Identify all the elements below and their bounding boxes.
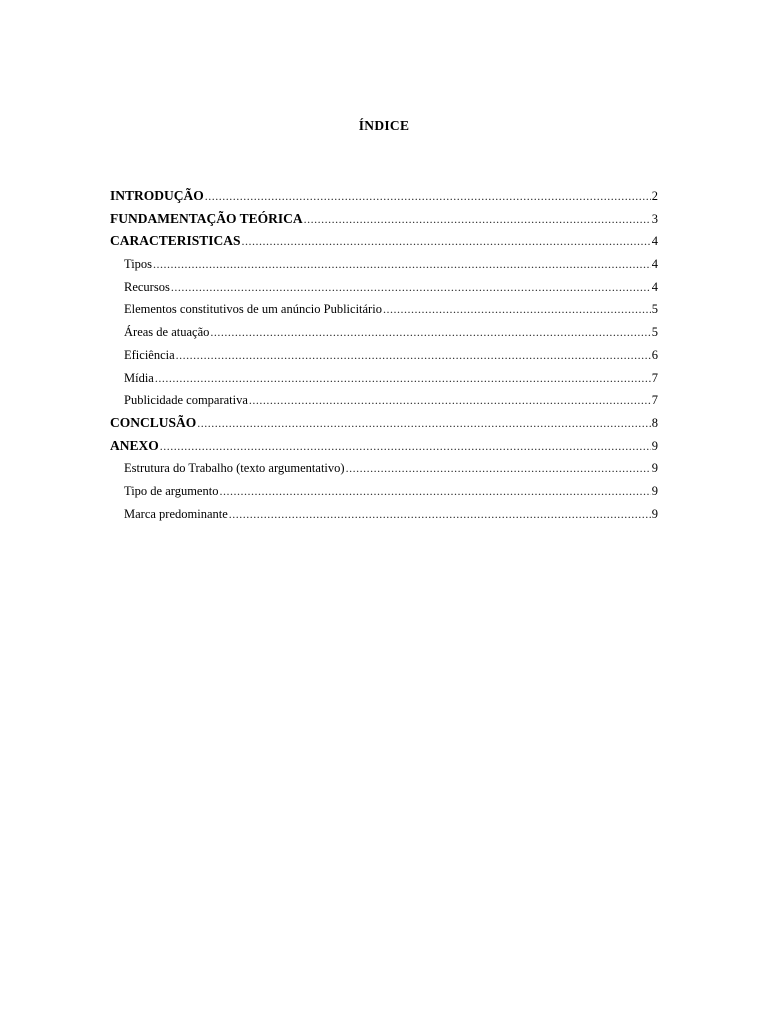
toc-entry-tipo-de-argumento[interactable] bbox=[110, 480, 658, 503]
toc-entry-label: Tipos bbox=[124, 257, 153, 272]
dot-leader bbox=[176, 344, 651, 367]
toc-entry-label: Mídia bbox=[124, 370, 154, 385]
dot-leader bbox=[383, 298, 651, 321]
dot-leader bbox=[242, 230, 651, 253]
dot-leader bbox=[249, 389, 651, 412]
dot-leader bbox=[171, 276, 651, 299]
toc-entry-page: 7 bbox=[651, 370, 658, 385]
dot-leader bbox=[160, 435, 651, 458]
dot-leader bbox=[229, 503, 651, 526]
toc-entry-page: 2 bbox=[651, 189, 658, 203]
toc-entry-page: 8 bbox=[651, 415, 658, 430]
toc-entry-page: 9 bbox=[651, 461, 658, 476]
toc-entry-label: Estrutura do Trabalho (texto argumentativo) bbox=[124, 461, 345, 476]
toc-entry-label: Recursos bbox=[124, 279, 170, 294]
toc-entry-label: ANEXO bbox=[110, 437, 159, 453]
toc-entry-page: 5 bbox=[651, 325, 658, 340]
toc-entry-caracteristicas[interactable] bbox=[110, 230, 658, 253]
toc-entry-label: Tipo de argumento bbox=[124, 483, 219, 498]
toc-entry-page: 3 bbox=[651, 211, 658, 226]
toc-entry-label: Áreas de atuação bbox=[124, 325, 210, 340]
toc-entry-anexo[interactable] bbox=[110, 435, 658, 458]
toc-entry-fundamentacao-teorica[interactable] bbox=[110, 208, 658, 231]
toc-entry-estrutura-do-trabalho[interactable] bbox=[110, 457, 658, 480]
toc-entry-label: Elementos constitutivos de um anúncio Publicitário bbox=[124, 302, 382, 317]
toc-entry-page: 9 bbox=[651, 483, 658, 498]
toc-entry-label: Marca predominante bbox=[124, 506, 228, 521]
dot-leader bbox=[210, 321, 650, 344]
page-title: ÍNDICE bbox=[358, 118, 410, 133]
dot-leader bbox=[205, 185, 651, 208]
toc-entry-page: 4 bbox=[651, 234, 658, 249]
toc-entry-conclusao[interactable] bbox=[110, 412, 658, 435]
toc-entry-label: INTRODUÇÃO bbox=[110, 188, 204, 203]
toc-entry-page: 9 bbox=[651, 506, 658, 521]
dot-leader bbox=[155, 367, 651, 390]
toc-entry-marca-predominante[interactable] bbox=[110, 503, 658, 526]
toc-entry-page: 6 bbox=[651, 347, 658, 362]
toc-entry-label: Eficiência bbox=[124, 347, 175, 362]
dot-leader bbox=[153, 253, 651, 276]
toc-entry-elementos-constitutivos[interactable] bbox=[110, 298, 658, 321]
toc-entry-label: CARACTERISTICAS bbox=[110, 233, 241, 249]
toc-entry-label: Publicidade comparativa bbox=[124, 393, 248, 408]
toc-entry-introducao[interactable] bbox=[110, 185, 658, 208]
toc-entry-eficiencia[interactable] bbox=[110, 344, 658, 367]
toc-entry-label: CONCLUSÃO bbox=[110, 414, 197, 430]
dot-leader bbox=[197, 412, 650, 435]
table-of-contents bbox=[110, 185, 658, 525]
toc-entry-page: 5 bbox=[651, 302, 658, 317]
dot-leader bbox=[304, 208, 651, 231]
toc-entry-label: FUNDAMENTAÇÃO TEÓRICA bbox=[110, 210, 303, 226]
dot-leader bbox=[346, 457, 651, 480]
toc-entry-page: 7 bbox=[651, 393, 658, 408]
toc-entry-page: 9 bbox=[651, 438, 658, 453]
toc-entry-recursos[interactable] bbox=[110, 276, 658, 299]
toc-entry-midia[interactable] bbox=[110, 367, 658, 390]
toc-entry-page: 4 bbox=[651, 279, 658, 294]
toc-entry-page: 4 bbox=[651, 257, 658, 272]
dot-leader bbox=[219, 480, 650, 503]
toc-entry-publicidade-comparativa[interactable] bbox=[110, 389, 658, 412]
toc-entry-tipos[interactable] bbox=[110, 253, 658, 276]
toc-entry-areas-de-atuacao[interactable] bbox=[110, 321, 658, 344]
